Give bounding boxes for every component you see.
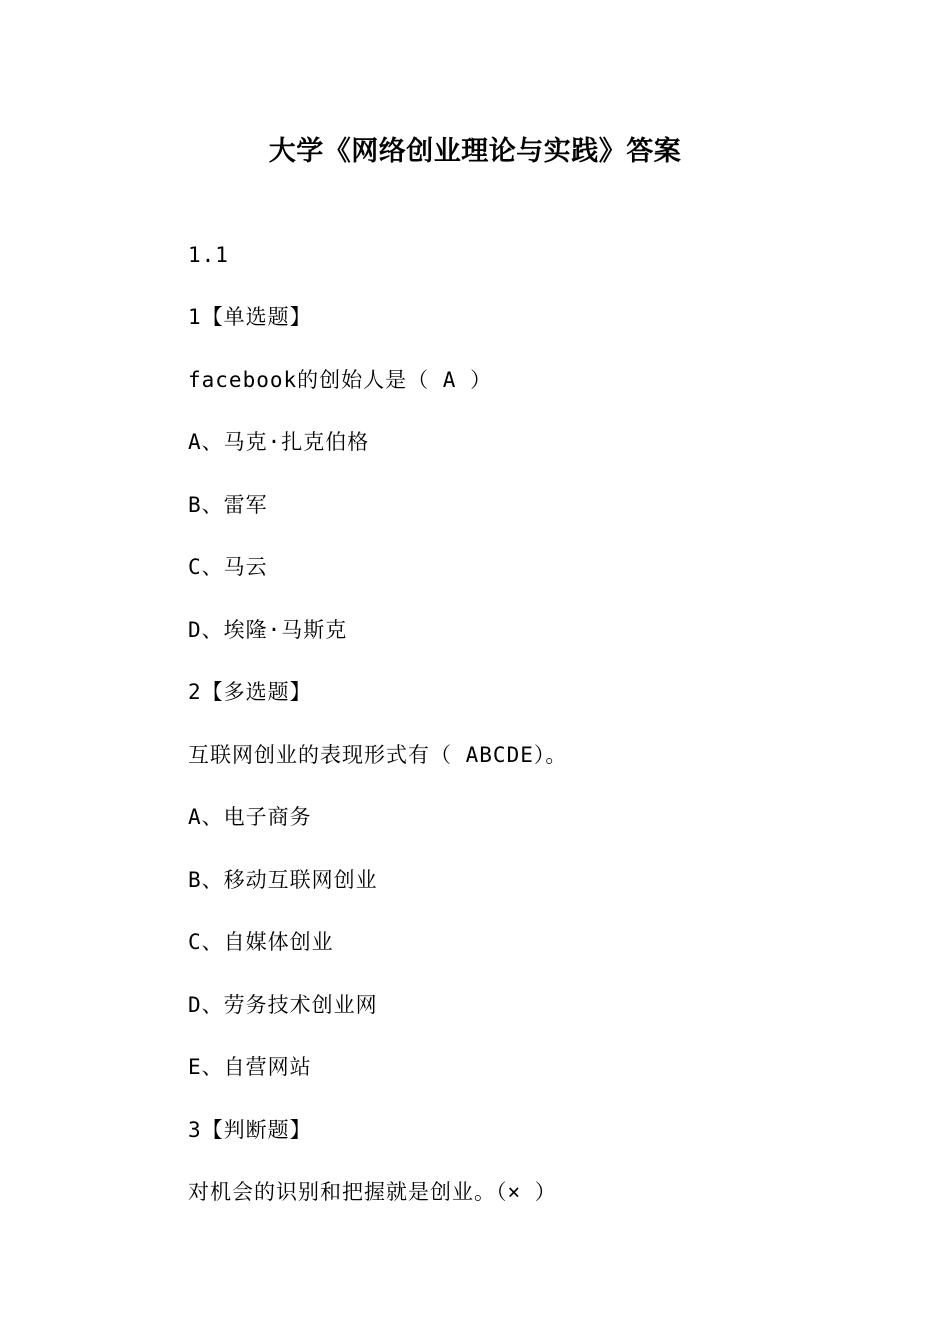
answer-option: B、移动互联网创业 xyxy=(188,868,378,892)
answer-option: E、自营网站 xyxy=(188,1055,312,1079)
answer-option: B、雷军 xyxy=(188,493,268,517)
question-text: 对机会的识别和把握就是创业。（× ） xyxy=(188,1180,557,1204)
question-text: facebook的创始人是（ A ） xyxy=(188,368,493,392)
answer-option: C、马云 xyxy=(188,555,268,579)
answer-option: A、马克·扎克伯格 xyxy=(188,430,370,454)
section-number: 1.1 xyxy=(188,243,229,267)
answer-option: D、劳务技术创业网 xyxy=(188,993,378,1017)
question-header: 1【单选题】 xyxy=(188,305,312,329)
answer-option: D、埃隆·马斯克 xyxy=(188,618,348,642)
question-header: 3【判断题】 xyxy=(188,1118,312,1142)
answer-option: C、自媒体创业 xyxy=(188,930,334,954)
answer-option: A、电子商务 xyxy=(188,805,312,829)
question-header: 2【多选题】 xyxy=(188,680,312,704)
document-title: 大学《网络创业理论与实践》答案 xyxy=(268,136,682,167)
question-text: 互联网创业的表现形式有（ ABCDE）。 xyxy=(188,743,568,767)
